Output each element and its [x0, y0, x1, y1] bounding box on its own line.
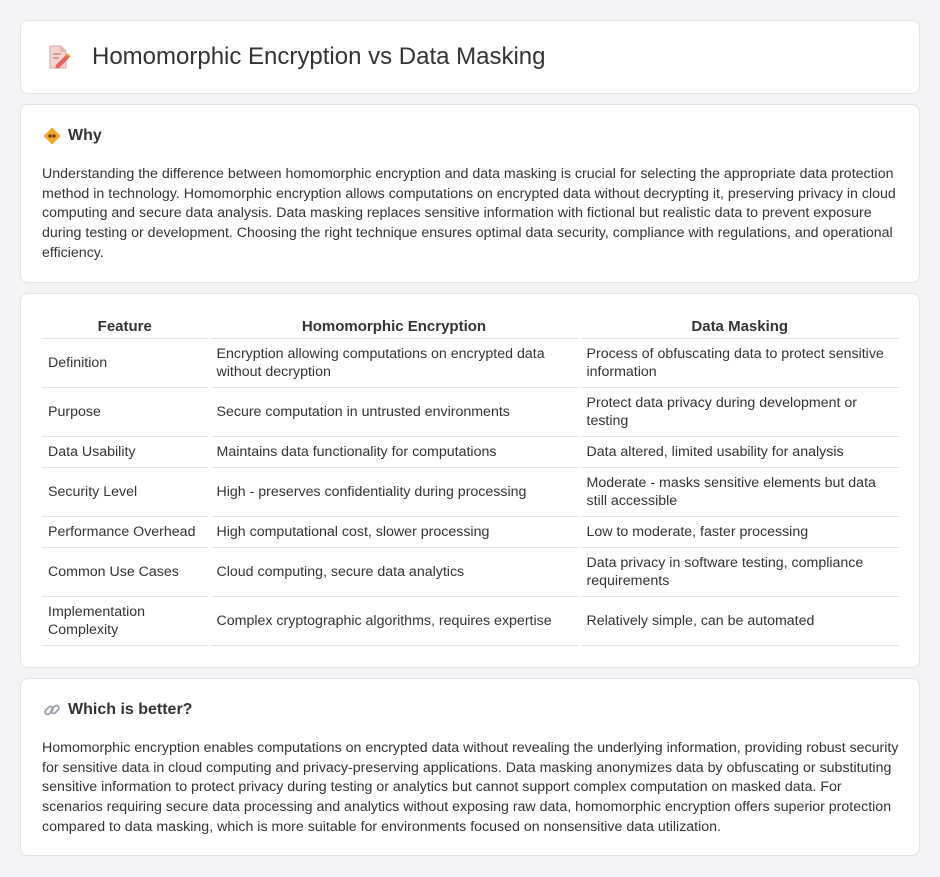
feature-cell: Purpose [42, 387, 209, 436]
comparison-card [20, 293, 920, 668]
feature-cell: Performance Overhead [42, 516, 209, 547]
feature-cell: Data Usability [42, 436, 209, 467]
why-title: Why [68, 127, 102, 144]
comparison-table [42, 316, 899, 646]
why-text: Understanding the difference between homomorphic encryption and data masking is crucial for selecting the appropriate data protection method in technology. Homomorphic encryption allows computations on encrypted data without decrypting it, preserving privacy in cloud computing and secure data analysis. Data masking replaces sensitive information with fictional but realistic data to prevent exposure during testing or development. Choosing the right technique ensures optimal data security, compliance with regulations, and operational efficiency. [42, 166, 896, 261]
feature-cell: Common Use Cases [42, 547, 209, 596]
masking-cell: Protect data privacy during development or testing [579, 387, 899, 436]
table-row [42, 338, 899, 387]
why-heading [43, 127, 102, 145]
homomorphic-cell: Secure computation in untrusted environments [209, 387, 579, 436]
table-header-row [42, 316, 899, 338]
feature-cell: Security Level [42, 467, 209, 516]
header-feature: Feature [42, 316, 209, 338]
homomorphic-cell: Complex cryptographic algorithms, requires expertise [209, 596, 579, 645]
better-text: Homomorphic encryption enables computations on encrypted data without revealing the underlying information, providing robust security for sensitive data in cloud computing and privacy-preserving applications. Data masking anonymizes data by obfuscating or substituting sensitive information to protect privacy during testing or analytics but cannot support complex computation on masked data. For scenarios requiring secure data processing and analytics without exposing raw data, homomorphic encryption offers superior protection compared to data masking, which is more suitable for environments focused on nonsensitive data utilization. [42, 740, 899, 835]
diamond-sign-icon [43, 127, 61, 145]
header-card [20, 20, 920, 94]
table-row [42, 596, 899, 645]
table-row [42, 547, 899, 596]
homomorphic-cell: Encryption allowing computations on encrypted data without decryption [209, 338, 579, 387]
homomorphic-cell: Maintains data functionality for computations [209, 436, 579, 467]
page-title: Homomorphic Encryption vs Data Masking [92, 43, 546, 70]
better-heading [43, 701, 192, 719]
masking-cell: Moderate - masks sensitive elements but data still accessible [579, 467, 899, 516]
document-pencil-icon [46, 44, 72, 70]
which-is-better-card [20, 678, 920, 856]
better-title: Which is better? [68, 701, 193, 718]
why-card [20, 104, 920, 283]
link-icon [43, 701, 61, 719]
table-row [42, 387, 899, 436]
table-row [42, 436, 899, 467]
homomorphic-cell: High - preserves confidentiality during processing [209, 467, 579, 516]
homomorphic-cell: Cloud computing, secure data analytics [209, 547, 579, 596]
masking-cell: Relatively simple, can be automated [579, 596, 899, 645]
masking-cell: Low to moderate, faster processing [579, 516, 899, 547]
masking-cell: Data privacy in software testing, compliance requirements [579, 547, 899, 596]
masking-cell: Data altered, limited usability for analysis [579, 436, 899, 467]
feature-cell: Implementation Complexity [42, 596, 209, 645]
homomorphic-cell: High computational cost, slower processing [209, 516, 579, 547]
masking-cell: Process of obfuscating data to protect sensitive information [579, 338, 899, 387]
table-row [42, 467, 899, 516]
header-homomorphic-encryption: Homomorphic Encryption [209, 316, 579, 338]
header-data-masking: Data Masking [579, 316, 899, 338]
feature-cell: Definition [42, 338, 209, 387]
table-row [42, 516, 899, 547]
